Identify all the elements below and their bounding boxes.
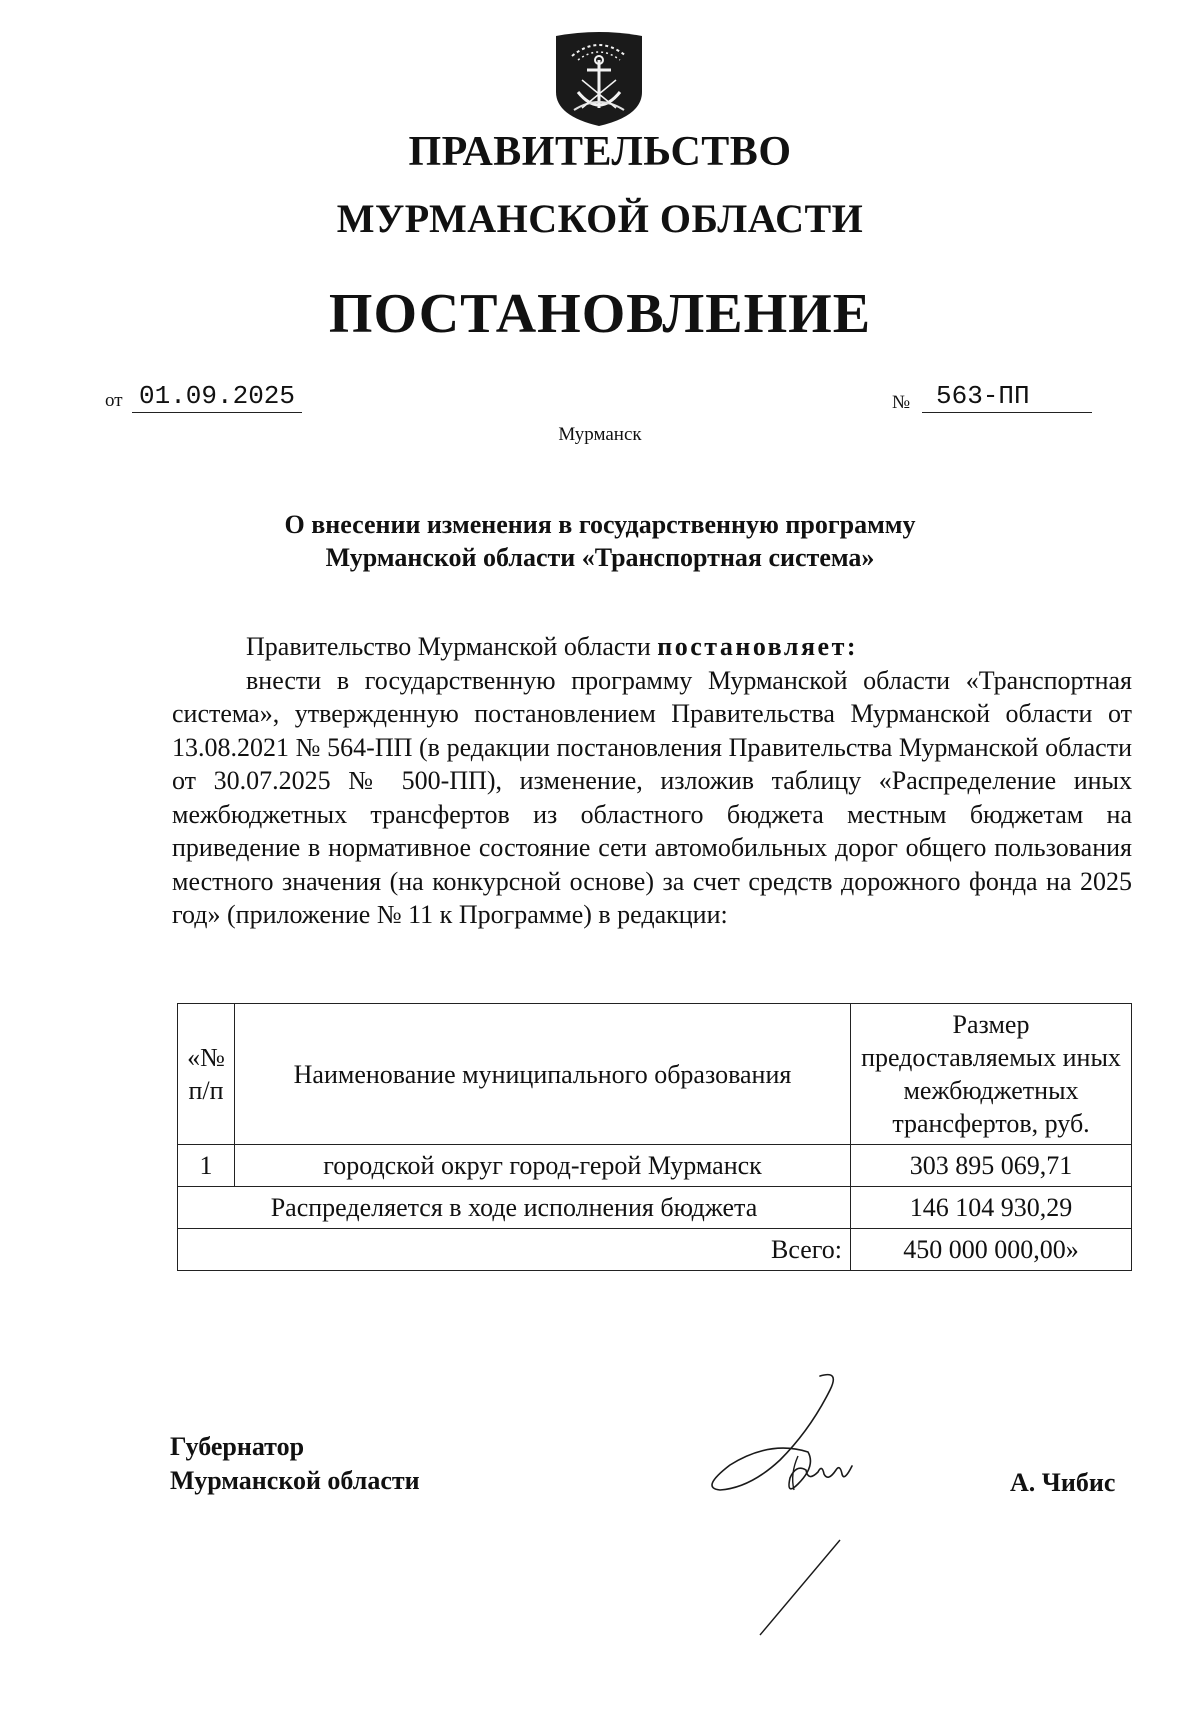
city-name: Мурманск bbox=[558, 424, 642, 445]
table-row bbox=[178, 1187, 1132, 1229]
table-total-row bbox=[178, 1229, 1132, 1271]
row2-name: Распределяется в ходе исполнения бюджета bbox=[178, 1187, 851, 1229]
handwritten-signature-icon bbox=[690, 1370, 890, 1640]
intro-text: Правительство Мурманской области bbox=[246, 632, 658, 661]
row2-amount: 146 104 930,29 bbox=[851, 1187, 1132, 1229]
signatory-position bbox=[170, 1430, 420, 1498]
org-name-line2: МУРМАНСКОЙ ОБЛАСТИ bbox=[336, 196, 864, 241]
table-row bbox=[178, 1145, 1132, 1187]
number-label: № bbox=[892, 392, 911, 413]
total-amount: 450 000 000,00» bbox=[851, 1229, 1132, 1271]
intro-paragraph bbox=[172, 630, 1132, 664]
table-header-row bbox=[178, 1004, 1132, 1145]
document-number: 563-ПП bbox=[922, 380, 1092, 413]
signatory-name: А. Чибис bbox=[1010, 1468, 1116, 1497]
title-line2: Мурманской области «Транспортная система» bbox=[325, 543, 875, 572]
position-line2: Мурманской области bbox=[170, 1466, 420, 1495]
main-paragraph: внести в государственную программу Мурманской области «Транспортная система», утвержденную постановлением Правительства Мурманской области от 13.08.2021 № 564-ПП (в редакции постановления Правительства Мурманской области от 30.07.2025 № 500-ПП), изменение, изложив таблицу «Распределение иных межбюджетных трансфертов из областного бюджета местным бюджетам на приведение в нормативное состояние сети автомобильных дорог общего пользования местного значения (на конкурсной основе) за счет средств дорожного фонда на 2025 год» (приложение № 11 к Программе) в редакции: bbox=[172, 665, 1132, 929]
date-label: от bbox=[105, 390, 123, 411]
header-amount: Размер предоставляемых иных межбюджетных трансфертов, руб. bbox=[851, 1004, 1132, 1145]
coat-of-arms-icon bbox=[554, 30, 644, 127]
transfers-table bbox=[177, 1003, 1132, 1271]
position-line1: Губернатор bbox=[170, 1432, 305, 1461]
org-name-line1: ПРАВИТЕЛЬСТВО bbox=[408, 129, 792, 175]
total-label: Всего: bbox=[178, 1229, 851, 1271]
header-name: Наименование муниципального образования bbox=[235, 1004, 851, 1145]
row1-num: 1 bbox=[178, 1145, 235, 1187]
document-body bbox=[172, 630, 1132, 932]
header-num: «№ п/п bbox=[178, 1004, 235, 1145]
document-title bbox=[0, 508, 1200, 574]
title-line1: О внесении изменения в государственную программу bbox=[284, 510, 916, 539]
document-type: ПОСТАНОВЛЕНИЕ bbox=[328, 283, 872, 345]
intro-emphasis: постановляет: bbox=[657, 632, 858, 661]
row1-amount: 303 895 069,71 bbox=[851, 1145, 1132, 1187]
document-date: 01.09.2025 bbox=[132, 380, 302, 413]
row1-name: городской округ город-герой Мурманск bbox=[235, 1145, 851, 1187]
